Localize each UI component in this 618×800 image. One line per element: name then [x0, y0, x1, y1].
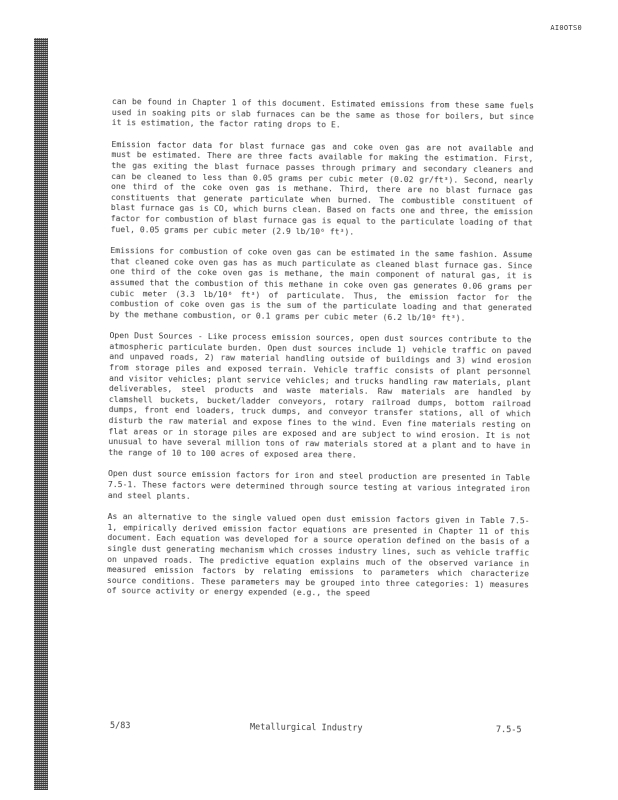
page-footer — [109, 721, 536, 736]
scan-margin-edge — [34, 38, 48, 790]
paragraph: Open dust source emission factors for iron and steel production are presented in Table 7.5-1. These factors were determined through source testing at various integrated iron and steel plants. — [107, 468, 531, 501]
footer-page-number: 7.5-5 — [495, 725, 522, 736]
footer-date: 5/83 — [109, 721, 131, 732]
paragraph: Emissions for combustion of coke oven gas can be estimated in the same fashion. Assume that cleaned coke oven gas has as much particulate as cleaned blast furnace gas. Since one third of the coke oven gas is methane, the main component of natural gas, it is assumed that the combustion of this methane in coke oven gas generates 0.06 grams per cubic meter (3.3 lb/10⁶ ft³) of particulate. Thus, the emission factor for the combustion of coke oven gas is the sum of the particulate loading and that generated by the methane combustion, or 0.1 grams per cubic meter (6.2 lb/10⁶ ft³). — [109, 245, 533, 323]
paragraph: As an alternative to the single valued open dust emission factors given in Table 7.5-1, empirically derived emission factor equations are presented in Chapter 11 of this document. Each equation was developed for a source operation defined on the basis of a single dust generating mechanism which crosses industry lines, such as vehicle traffic on unpaved roads. The predictive equation explains much of the observed variance in measured emission factors by relating emissions to parameters which characterize source conditions. These parameters may be grouped into three categories: 1) measures of source activity or energy expended (e.g., the speed — [106, 511, 530, 599]
page-body — [107, 96, 534, 600]
document-code: AI0OTS0 — [550, 24, 582, 32]
paragraph: Emission factor data for blast furnace gas and coke oven gas are not available and must be estimated. There are three facts available for making the estimation. First, the gas exiting the blast furnace passes through primary and secondary cleaners and can be cleaned to less than 0.05 grams per cubic meter (0.02 gr/ft³). Second, nearly one third of the coke oven gas is methane. Third, there are no blast furnace gas constituents that generate particulate when burned. The combustible constituent of blast furnace gas is CO, which burns clean. Based on facts one and three, the emission factor for combustion of blast furnace gas is equal to the particulate loading of that fuel, 0.05 grams per cubic meter (2.9 lb/10⁶ ft³). — [110, 138, 534, 237]
footer-section-title: Metallurgical Industry — [249, 722, 363, 734]
paragraph: Open Dust Sources - Like process emission sources, open dust sources contribute to the atmospheric particulate burden. Open dust sources include 1) vehicle traffic on paved and unpaved roads, 2) raw material handling outside of buildings and 3) wind erosion from storage piles and exposed terrain. Vehicle traffic consists of plant personnel and visitor vehicles; plant service vehicles; and trucks handling raw materials, plant deliverables, steel products and waste materials. Raw materials are handled by clamshell buckets, bucket/ladder conveyors, rotary railroad dumps, bottom railroad dumps, front end loaders, truck dumps, and conveyor transfer stations, all of which disturb the raw material and expose fines to the wind. Even fine materials resting on flat areas or in storage piles are exposed and are subject to wind erosion. It is not unusual to have several million tons of raw materials stored at a plant and to have in the range of 10 to 100 acres of exposed area there. — [108, 330, 532, 460]
paragraph: can be found in Chapter 1 of this document. Estimated emissions from these same fuels used in soaking pits or slab furnaces can be the same as those for boilers, but since it is estimation, the factor rating drops to E. — [111, 96, 534, 130]
